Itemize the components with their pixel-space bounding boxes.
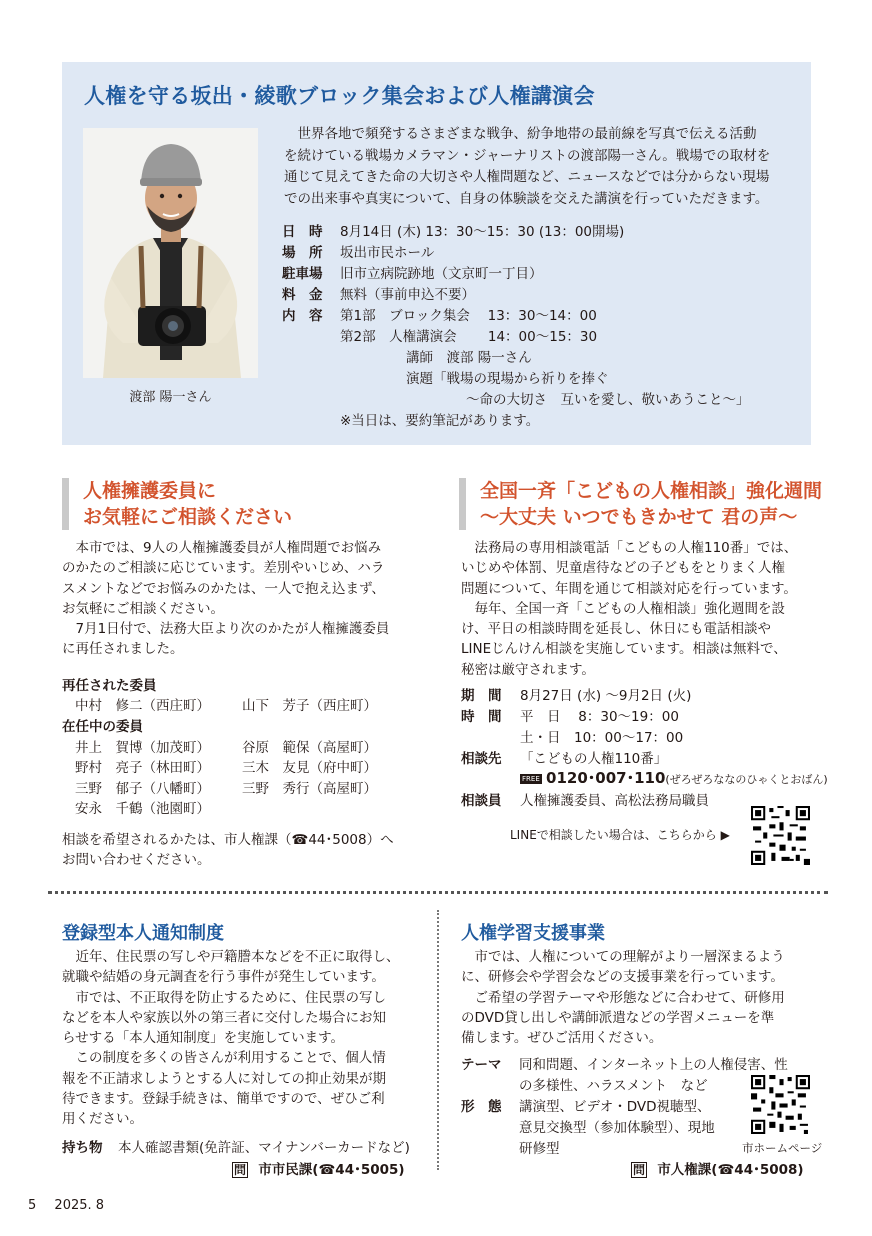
freedial-number: 0120･007･110 [546,769,666,787]
line-qr-code[interactable] [751,806,810,865]
body-line: 問題について、年間を通じて相談対応を行っています。 [461,580,797,597]
inquiry-value: 市市民課(☎44･5005) [258,1162,405,1178]
column-divider [437,910,439,1170]
body-line: 市では、人権についての理解がより一層深まるよう [474,949,785,965]
inquiry-badge-icon: 問 [633,1163,646,1177]
date-value: 8月14日 (木) 13：30〜15：30 (13：00開場) [340,224,625,240]
body-line: LINEじんけん相談を実施しています。相談は無料で、 [461,641,787,658]
intro-line: 通じて見えてきた命の大切さや人権問題など、ニュースなどでは分からない現場 [284,169,770,185]
freedial [520,767,828,788]
inquiry-value: 市人権課(☎44･5008) [657,1162,804,1178]
body-line: この制度を多くの皆さんが利用することで、個人情 [75,1050,386,1067]
staff-value: 人権擁護委員、高松法務局職員 [520,793,709,809]
body-line: ご希望の学習テーマや形態などに合わせて、研修用 [474,989,785,1006]
fee-value: 無料（事前申込不要） [340,287,475,303]
consult-value: 「こどもの人権110番」 [520,751,668,767]
notification-body [62,947,422,1130]
body-line: 就職や結婚の身元調査を行う事件が発生しています。 [62,969,385,986]
freedial-icon: FREE [522,775,540,783]
section-divider [48,891,828,894]
inquiry-badge-icon: 問 [234,1163,247,1177]
body-line: などを本人や家族以外の第三者に交付した場合にお知 [62,1009,386,1026]
time-label: 時 間 [461,709,502,725]
commissioners-contact: お問い合わせください。 [62,852,211,868]
photographer-illustration [83,128,258,378]
topic-line1: 演題「戦場の現場から祈りを捧ぐ [406,371,609,387]
theme-line: 同和問題、インターネット上の人権侵害、性 [519,1057,788,1073]
page-number: 5 [28,1198,37,1213]
period-value: 8月27日 (水) 〜9月2日 (火) [520,688,692,704]
event-intro [284,124,796,210]
parking-value: 旧市立病院跡地（文京町一丁目） [340,266,543,282]
city-homepage-qr-code[interactable] [751,1075,810,1134]
period-label: 期 間 [461,688,502,704]
commissioner-name: 安永 千鶴（池園町） [75,801,210,817]
commissioner-name: 三野 秀行（高屋町） [242,781,377,797]
body-line: 法務局の専用相談電話「こどもの人権110番」では、 [474,540,798,556]
body-line: 近年、住民票の写しや戸籍謄本などを不正に取得し、 [75,949,400,965]
learning-inquiry [631,1158,804,1178]
body-line: 待できます。登録手続きは、簡単ですので、ぜひご利 [62,1091,385,1108]
body-line: 市では、不正取得を防止するために、住民票の写し [75,989,386,1006]
reappointed-label: 再任された委員 [62,678,157,694]
topic-line2: 〜命の大切さ 互いを愛し、敬いあうこと〜」 [466,392,750,408]
staff-label: 相談員 [461,793,502,809]
speaker-photo [83,128,258,378]
issue-date: 2025. 8 [54,1198,105,1213]
intro-line: 世界各地で頻発するさまざまな戦争、紛争地帯の最前線を写真で伝える活動 [297,126,757,142]
theme-line: の多様性、ハラスメント など [519,1078,708,1094]
serving-label: 在任中の委員 [62,719,143,735]
body-line: 用ください。 [62,1111,143,1128]
commissioners-body [62,538,422,660]
consult-label: 相談先 [461,751,502,767]
event-title: 人権を守る坂出・綾歌ブロック集会および人権講演会 [84,84,595,108]
heading-line: 人権擁護委員に [83,480,217,502]
children-heading [459,478,822,530]
body-line: のDVD貸し出しや講師派遣などの学習メニューを準 [461,1009,775,1026]
body-line: に、研修会や学習会などの支援事業を行っています。 [461,969,784,986]
children-body [461,538,821,680]
notification-inquiry [232,1158,405,1178]
place-value: 坂出市民ホール [340,245,435,261]
body-line: 備します。ぜひご活用ください。 [461,1030,663,1047]
line-consult-link[interactable] [510,826,730,843]
commissioner-name: 三木 友見（府中町） [242,760,377,776]
program-part1: 第1部 ブロック集会 13：30〜14：00 [340,308,597,324]
arrow-right-icon: ▶ [720,828,730,842]
place-label: 場 所 [282,245,323,261]
qr-caption: 市ホームページ [742,1141,823,1155]
commissioners-contact: 相談を希望されるかたは、市人権課（☎44･5008）へ [62,832,394,848]
time-weekend: 土・日 10：00〜17：00 [520,730,684,746]
body-line: のかたのご相談に応じています。差別やいじめ、ハラ [62,560,385,577]
body-line: スメントなどでお悩みのかたは、一人で抱え込まず、 [62,580,385,597]
commissioner-name: 中村 修二（西庄町） [75,698,210,714]
commissioner-name: 野村 亮子（林田町） [75,760,210,776]
form-label: 形 態 [461,1099,502,1115]
freedial-reading: (ぜろぜろななのひゃくとおばん) [665,773,828,786]
parking-label: 駐車場 [282,266,323,282]
commissioners-heading [62,478,292,530]
time-weekday: 平 日 8：30〜19：00 [520,709,679,725]
body-line: 7月1日付で、法務大臣より次のかたが人権擁護委員 [75,621,390,638]
form-line: 研修型 [519,1141,560,1157]
fee-label: 料 金 [282,287,323,303]
date-label: 日 時 [282,224,323,240]
content-label: 内 容 [282,308,323,324]
commissioner-name: 谷原 範保（高屋町） [242,740,377,756]
photo-caption: 渡部 陽一さん [129,390,212,405]
heading-line: お気軽にご相談ください [83,506,293,528]
commissioner-name: 三野 郁子（八幡町） [75,781,210,797]
body-line: け、平日の相談時間を延長し、休日にも電話相談や [461,621,771,638]
heading-line: 全国一斉「こどもの人権相談」強化週間 [480,480,823,502]
body-line: 報を不正請求しようとする人に対しての抑止効果が期 [62,1070,386,1087]
body-line: 秘密は厳守されます。 [461,661,595,678]
event-box [62,62,811,445]
body-line: いじめや体罰、児童虐待などの子どもをとりまく人権 [461,560,785,577]
form-line: 講演型、ビデオ・DVD視聴型、 [519,1099,711,1115]
body-line: らせする「本人通知制度」を実施しています。 [62,1030,345,1047]
body-line: に再任されました。 [62,641,184,658]
intro-line: を続けている戦場カメラマン・ジャーナリストの渡部陽一さん。戦場での取材を [284,147,771,164]
commissioner-name: 井上 賀博（加茂町） [75,740,210,756]
commissioner-name: 山下 芳子（西庄町） [242,698,377,714]
theme-label: テーマ [461,1057,502,1073]
event-note: ※当日は、要約筆記があります。 [340,413,540,429]
body-line: 本市では、9人の人権擁護委員が人権問題でお悩み [75,540,382,556]
lecturer: 講師 渡部 陽一さん [406,350,532,366]
heading-line: 〜大丈夫 いつでもきかせて 君の声〜 [480,506,798,528]
form-line: 意見交換型（参加体験型）、現地 [519,1120,715,1136]
intro-line: での出来事や真実について、自身の体験談を交えた講演を行っていただきます。 [284,190,769,207]
learning-heading: 人権学習支援事業 [461,923,605,944]
body-line: 毎年、全国一斉「こどもの人権相談」強化週間を設 [474,600,785,617]
page-footer [28,1198,104,1213]
line-prompt: LINEで相談したい場合は、こちらから [510,828,717,842]
program-part2: 第2部 人権講演会 14：00〜15：30 [340,329,598,345]
learning-body [461,947,821,1048]
body-line: お気軽にご相談ください。 [62,600,224,617]
bring-label: 持ち物 [62,1140,103,1156]
bring-value: 本人確認書類(免許証、マイナンバーカードなど) [118,1140,410,1156]
notification-heading: 登録型本人通知制度 [62,923,224,944]
